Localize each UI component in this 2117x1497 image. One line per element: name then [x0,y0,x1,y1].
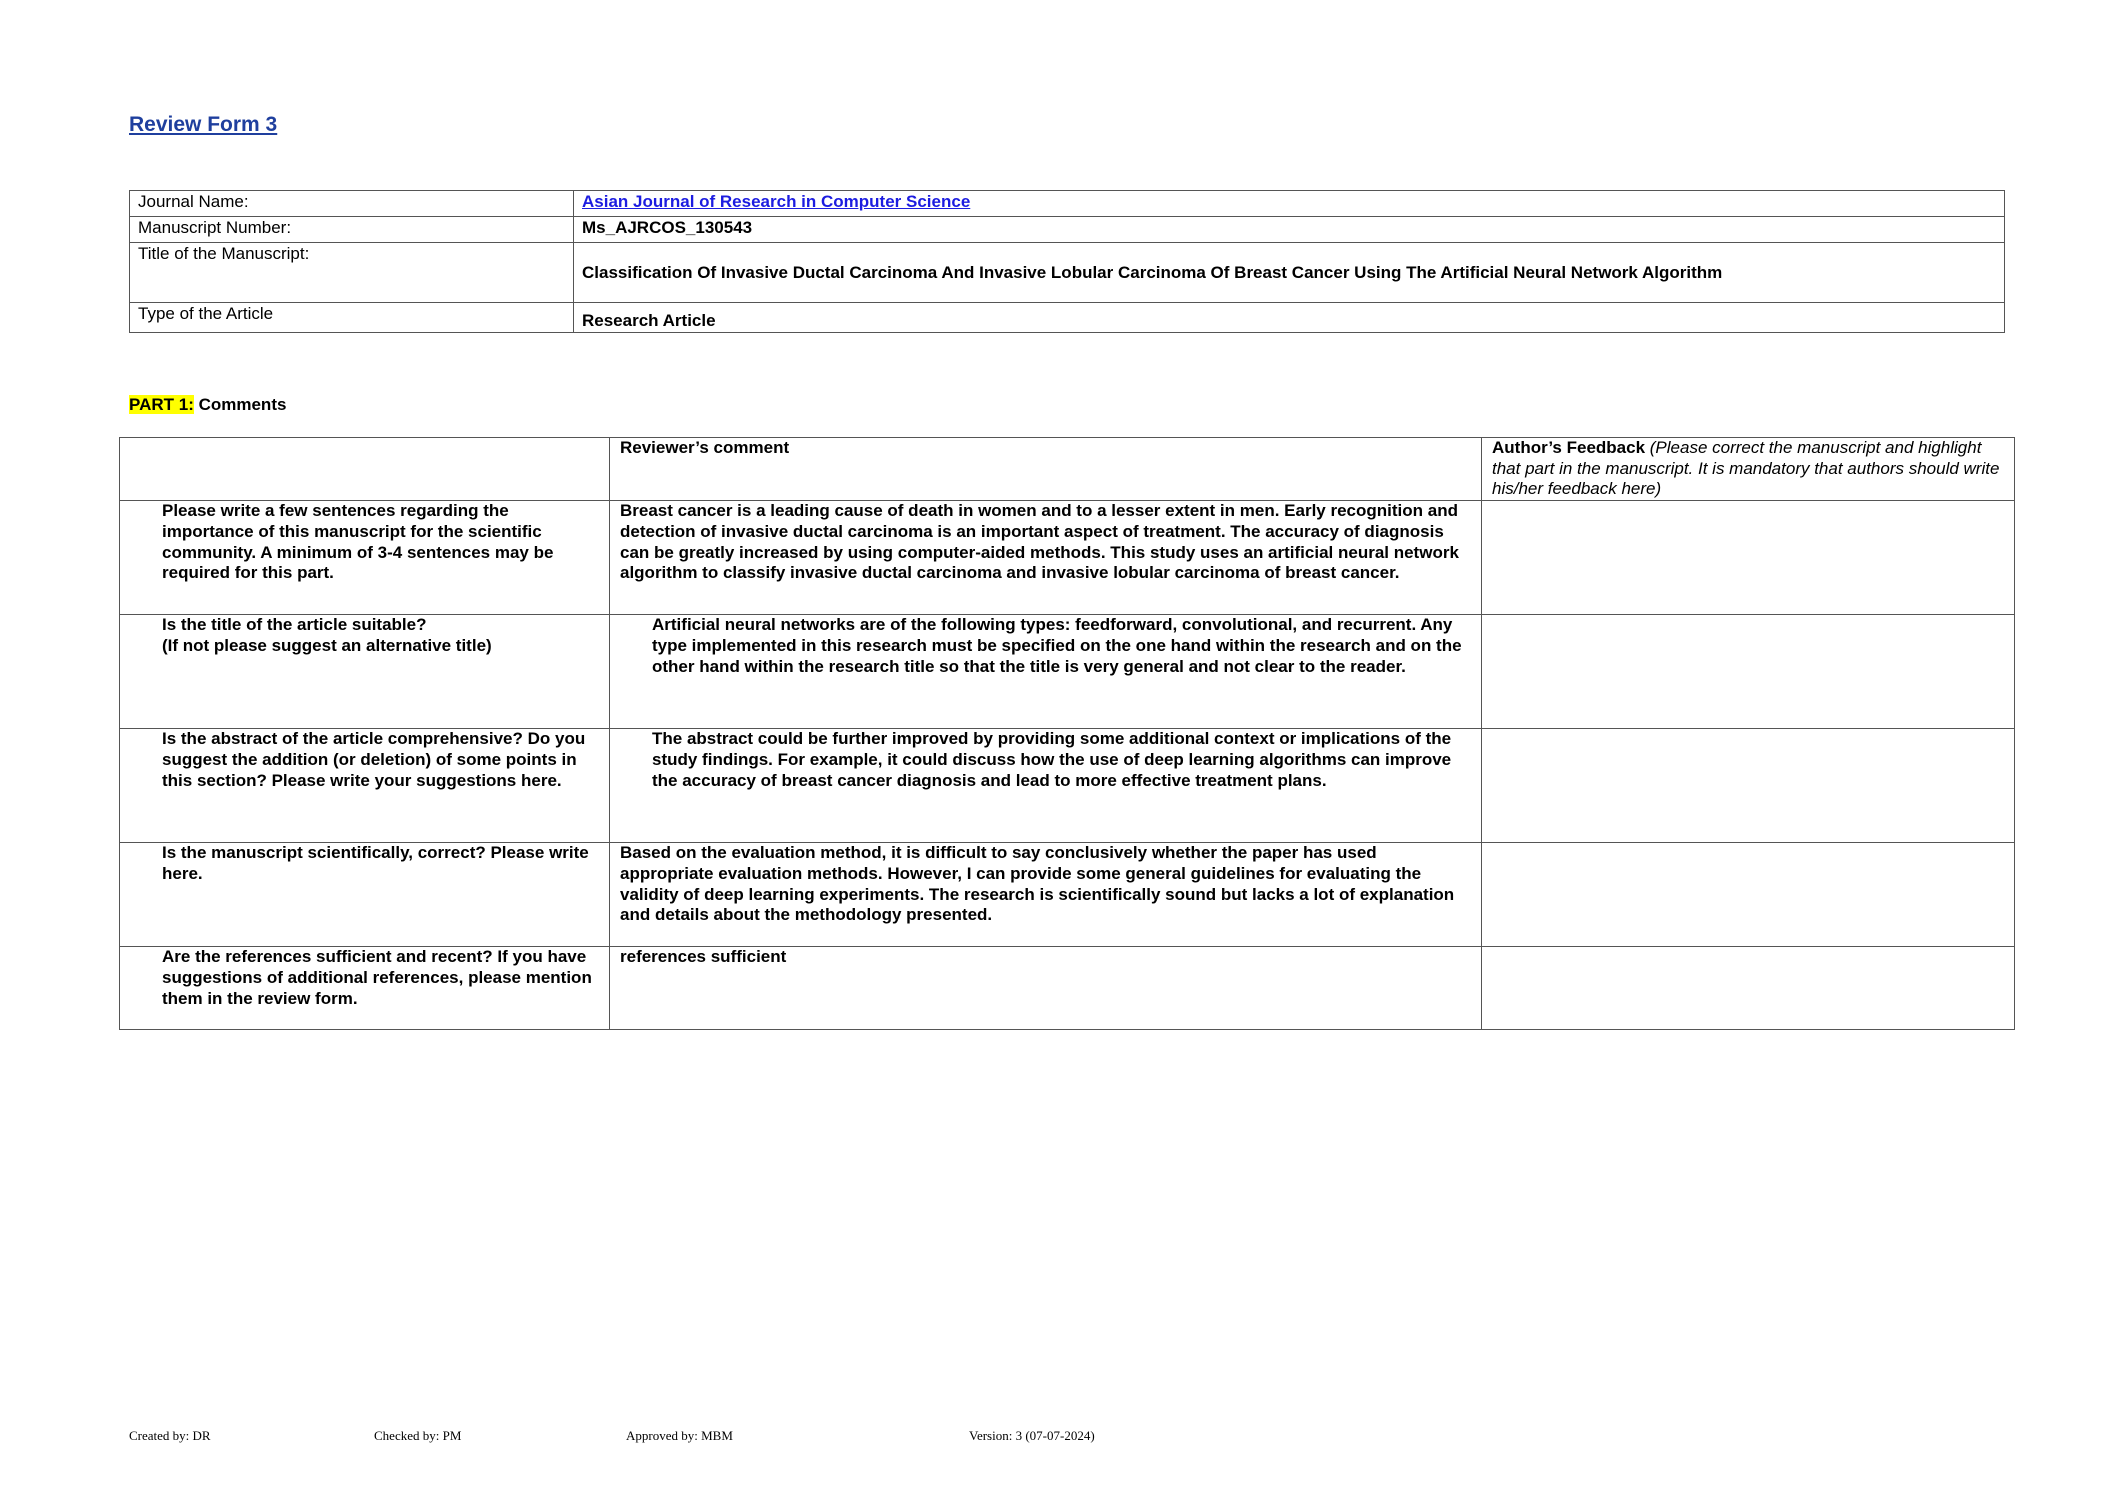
manuscript-title-value: Classification Of Invasive Ductal Carcinoma And Invasive Lobular Carcinoma Of Breast Cancer Using The Artificial Neural Network Algorithm [574,243,2005,303]
question-cell: Please write a few sentences regarding the importance of this manuscript for the scientific community. A minimum of 3-4 sentences may be required for this part. [120,501,610,615]
reviewer-comment-cell: The abstract could be further improved by providing some additional context or implications of the study findings. For example, it could discuss how the use of deep learning algorithms can improve the accuracy of breast cancer diagnosis and lead to more effective treatment plans. [610,729,1482,843]
journal-cell [574,191,2005,217]
comments-table [119,437,2015,1030]
author-feedback-cell[interactable] [1482,615,2015,729]
author-feedback-header [1482,438,2015,501]
footer-created: Created by: DR [129,1428,211,1443]
journal-label: Journal Name: [130,191,574,217]
author-feedback-header-bold: Author’s Feedback [1492,438,1646,457]
question-header [120,438,610,501]
table-row [120,843,2015,947]
part1-heading [129,395,286,415]
reviewer-comment-cell: Breast cancer is a leading cause of death in women and to a lesser extent in men. Early recognition and detection of invasive ductal carcinoma is an important aspect of treatment. The accuracy of diagnosis can be greatly increased by using computer-aided methods. This study uses an artificial neural network algorithm to classify invasive ductal carcinoma and invasive lobular carcinoma of breast cancer. [610,501,1482,615]
footer-approved: Approved by: MBM [626,1428,733,1443]
question-cell: Is the abstract of the article comprehensive? Do you suggest the addition (or deletion) of some points in this section? Please write your suggestions here. [120,729,610,843]
journal-link[interactable]: Asian Journal of Research in Computer Science [582,192,971,211]
question-cell: Are the references sufficient and recent? If you have suggestions of additional references, please mention them in the review form. [120,947,610,1030]
author-feedback-cell[interactable] [1482,729,2015,843]
reviewer-comment-cell: Artificial neural networks are of the following types: feedforward, convolutional, and recurrent. Any type implemented in this research must be specified on the one hand within the research and on the other hand within the research title so that the title is very general and not clear to the reader. [610,615,1482,729]
author-feedback-instructions: (Please correct the manuscript and highlight that part in the manuscript. It is mandatory that authors should write his/her feedback here) [1492,438,2000,499]
footer-version: Version: 3 (07-07-2024) [969,1428,1095,1443]
footer-checked: Checked by: PM [374,1428,462,1443]
reviewer-comment-header: Reviewer’s comment [610,438,1482,501]
manuscript-title-label: Title of the Manuscript: [130,243,574,303]
journal-row [130,191,2005,217]
manuscript-number-row [130,217,2005,243]
form-title: Review Form 3 [129,113,278,136]
article-type-label: Type of the Article [130,303,574,333]
article-type-value: Research Article [574,303,2005,333]
manuscript-number-label: Manuscript Number: [130,217,574,243]
manuscript-number-value: Ms_AJRCOS_130543 [574,217,2005,243]
part1-heading-text: Comments [193,395,287,414]
question-cell: Is the title of the article suitable? (If not please suggest an alternative title) [120,615,610,729]
reviewer-comment-cell: Based on the evaluation method, it is difficult to say conclusively whether the paper has used appropriate evaluation methods. However, I can provide some general guidelines for evaluating the validity of deep learning experiments. The research is scientifically sound but lacks a lot of explanation and details about the methodology presented. [610,843,1482,947]
question-cell: Is the manuscript scientifically, correct? Please write here. [120,843,610,947]
manuscript-info-table [129,190,2005,333]
reviewer-comment-cell: references sufficient [610,947,1482,1030]
table-row [120,501,2015,615]
author-feedback-cell[interactable] [1482,843,2015,947]
author-feedback-cell[interactable] [1482,947,2015,1030]
author-feedback-cell[interactable] [1482,501,2015,615]
comments-header-row [120,438,2015,501]
part1-label: PART 1: [129,395,194,414]
table-row [120,615,2015,729]
manuscript-title-row [130,243,2005,303]
table-row [120,947,2015,1030]
article-type-row [130,303,2005,333]
table-row [120,729,2015,843]
